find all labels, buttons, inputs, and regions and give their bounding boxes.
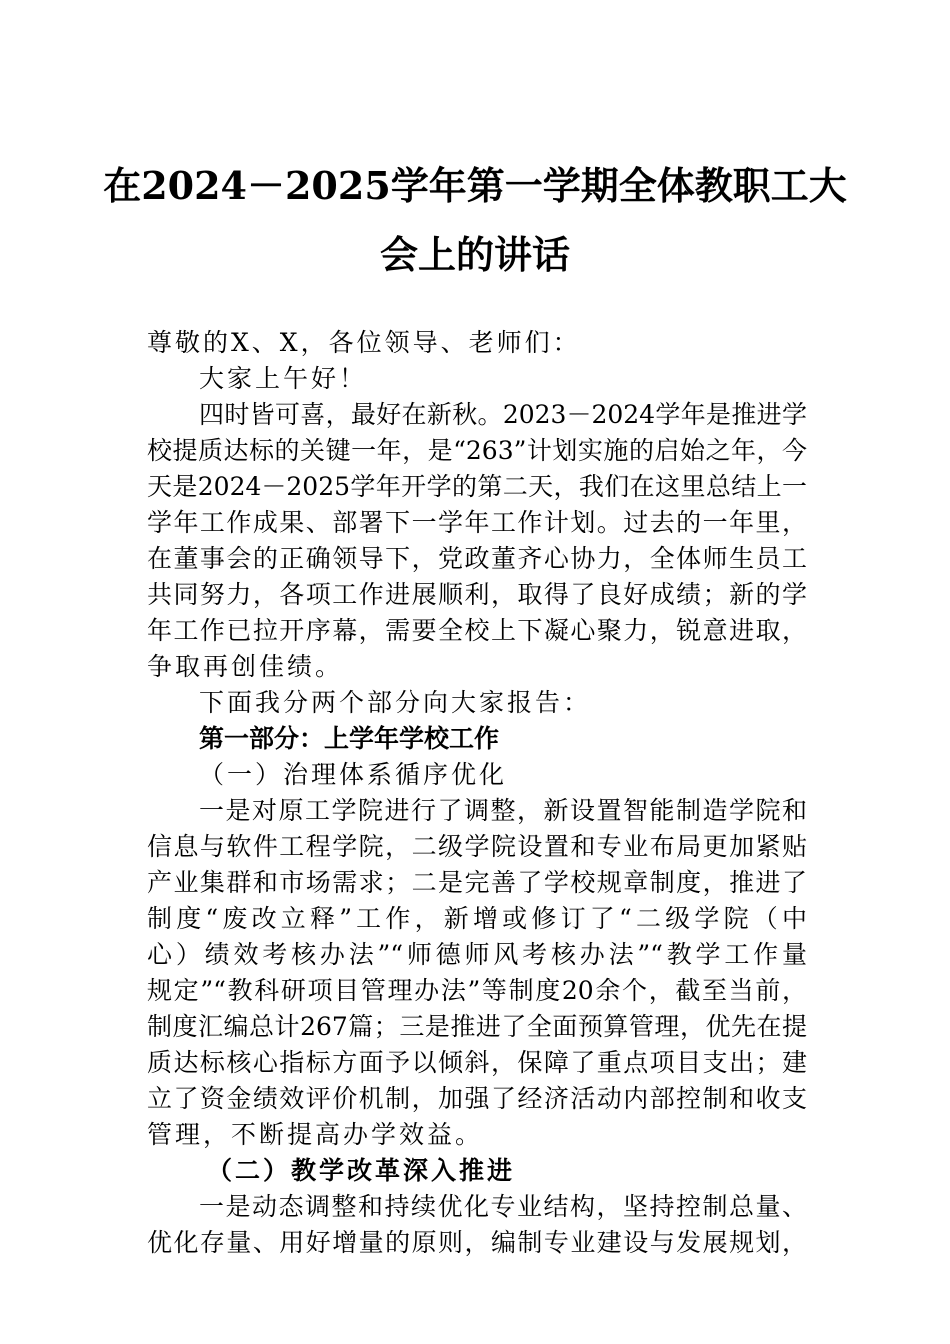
document-body xyxy=(147,325,807,1261)
paragraph-line: 下面我分两个部分向大家报告： xyxy=(199,688,592,717)
document-title-line-2: 会上的讲话 xyxy=(379,232,570,277)
paragraph-line: 学年工作成果、部署下一学年工作计划。过去的一年里， xyxy=(147,508,807,537)
greeting: 大家上午好！ xyxy=(199,364,368,393)
paragraph-line: 优化存量、用好增量的原则，编制专业建设与发展规划， xyxy=(147,1228,807,1257)
paragraph-line: 制度汇编总计267篇；三是推进了全面预算管理，优先在提 xyxy=(147,1012,807,1041)
paragraph-line: 在董事会的正确领导下，党政董齐心协力，全体师生员工 xyxy=(147,544,807,573)
subsection-heading: （一）治理体系循序优化 xyxy=(199,760,508,789)
paragraph-line: 立了资金绩效评价机制，加强了经济活动内部控制和收支 xyxy=(147,1084,807,1113)
paragraph-line: 心）绩效考核办法”“师德师风考核办法”“教学工作量 xyxy=(147,940,807,969)
paragraph-line: 规定”“教科研项目管理办法”等制度20余个，截至当前， xyxy=(147,976,807,1005)
paragraph-line: 一是动态调整和持续优化专业结构，坚持控制总量、 xyxy=(199,1192,807,1221)
document-title-line-1: 在2024－2025学年第一学期全体教职工大 xyxy=(103,163,847,208)
paragraph-line: 四时皆可喜，最好在新秋。2023－2024学年是推进学 xyxy=(199,400,807,429)
paragraph-line: 校提质达标的关键一年，是“263”计划实施的启始之年，今 xyxy=(147,436,807,465)
paragraph-line: 管理，不断提高办学效益。 xyxy=(147,1120,484,1149)
paragraph-line: 制度“废改立释”工作，新增或修订了“二级学院（中 xyxy=(147,904,807,933)
paragraph-line: 天是2024－2025学年开学的第二天，我们在这里总结上一 xyxy=(147,472,807,501)
subsection-heading: （二）教学改革深入推进 xyxy=(207,1156,516,1185)
paragraph-line: 争取再创佳绩。 xyxy=(147,652,344,681)
paragraph-line: 共同努力，各项工作进展顺利，取得了良好成绩；新的学 xyxy=(147,580,807,609)
salutation: 尊敬的X、X，各位领导、老师们： xyxy=(147,328,581,357)
paragraph-line: 产业集群和市场需求；二是完善了学校规章制度，推进了 xyxy=(147,868,807,897)
paragraph-line: 信息与软件工程学院，二级学院设置和专业布局更加紧贴 xyxy=(147,832,807,861)
section-heading: 第一部分：上学年学校工作 xyxy=(199,724,500,753)
paragraph-line: 质达标核心指标方面予以倾斜，保障了重点项目支出；建 xyxy=(147,1048,807,1077)
paragraph-line: 年工作已拉开序幕，需要全校上下凝心聚力，锐意进取， xyxy=(147,616,807,645)
paragraph-line: 一是对原工学院进行了调整，新设置智能制造学院和 xyxy=(199,796,807,825)
